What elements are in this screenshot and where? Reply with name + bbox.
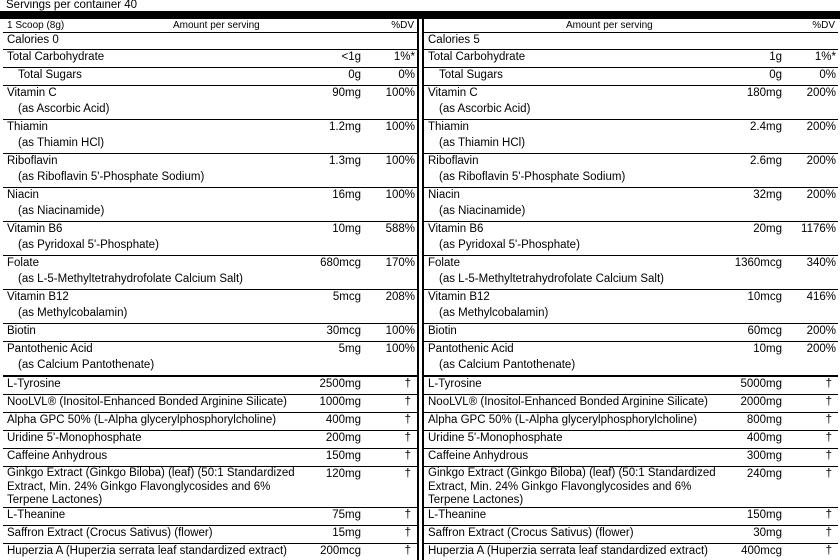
nutrient-amount: 800mg: [746, 414, 782, 426]
nutrient-daily-value: †: [825, 432, 832, 444]
nutrient-name: Caffeine Anhydrous: [7, 450, 108, 462]
nutrient-daily-value: 170%: [385, 257, 415, 269]
nutrient-name: Vitamin B12: [428, 291, 490, 303]
nutrient-amount: 30mg: [753, 527, 782, 539]
nutrient-source: (as Riboflavin 5'-Phosphate Sodium): [439, 171, 626, 183]
nutrient-row: [3, 222, 417, 256]
calories-text: Calories 0: [7, 34, 59, 46]
nutrient-amount: 60mcg: [747, 325, 782, 337]
nutrient-daily-value: 200%: [806, 325, 836, 337]
nutrient-amount: 2500mg: [319, 378, 361, 390]
nutrient-daily-value: 1%*: [393, 51, 415, 63]
nutrient-name: Biotin: [7, 325, 36, 337]
nutrient-row: [424, 377, 838, 395]
nutrient-name: NooLVL® (Inositol-Enhanced Bonded Arginine Silicate): [428, 396, 708, 408]
nutrient-daily-value: †: [825, 450, 832, 462]
nutrient-row: [3, 413, 417, 431]
nutrient-row: [3, 290, 417, 324]
amount-per-serving-label: Amount per serving: [566, 20, 653, 31]
nutrient-daily-value: †: [404, 396, 411, 408]
nutrient-name: Pantothenic Acid: [7, 343, 93, 355]
nutrient-name: Vitamin B6: [428, 223, 484, 235]
nutrient-amount: 180mg: [746, 87, 782, 99]
nutrient-row: [3, 467, 417, 508]
nutrient-daily-value: 100%: [385, 87, 415, 99]
nutrient-amount: 400mg: [746, 432, 782, 444]
nutrient-daily-value: †: [404, 432, 411, 444]
nutrient-daily-value: 100%: [385, 325, 415, 337]
nutrient-row: [424, 154, 838, 188]
nutrient-row: [3, 508, 417, 526]
nutrient-amount: 1360mcg: [734, 257, 782, 269]
nutrient-source: (as Riboflavin 5'-Phosphate Sodium): [18, 171, 205, 183]
nutrient-daily-value: †: [404, 468, 411, 480]
nutrient-daily-value: 340%: [806, 257, 836, 269]
nutrient-daily-value: †: [825, 527, 832, 539]
nutrient-name: Ginkgo Extract (Ginkgo Biloba) (leaf) (50:1 Standardized Extract, Min. 24% Ginkgo Flavonglycosides and 6% Terpene Lactones): [7, 467, 295, 506]
nutrient-name: Uridine 5'-Monophosphate: [428, 432, 563, 444]
nutrient-row: [3, 377, 417, 395]
nutrient-amount: 75mg: [332, 509, 361, 521]
nutrient-name: L-Theanine: [7, 509, 66, 521]
nutrient-amount: <1g: [341, 51, 361, 63]
nutrient-source: (as Ascorbic Acid): [439, 103, 531, 115]
nutrient-name: Ginkgo Extract (Ginkgo Biloba) (leaf) (50:1 Standardized Extract, Min. 24% Ginkgo Flavonglycosides and 6% Terpene Lactones): [428, 467, 716, 506]
nutrient-name: Folate: [428, 257, 460, 269]
nutrient-row: [424, 120, 838, 154]
nutrient-source: (as Niacinamide): [18, 205, 105, 217]
nutrient-row: [424, 290, 838, 324]
nutrient-row: [424, 324, 838, 342]
serving-size-label: 1 Scoop (8g): [7, 20, 65, 31]
nutrient-amount: 120mg: [325, 468, 361, 480]
nutrient-name: L-Tyrosine: [428, 378, 482, 390]
nutrient-name: Vitamin B6: [7, 223, 63, 235]
nutrient-row: [3, 526, 417, 544]
nutrient-amount: 400mg: [325, 414, 361, 426]
nutrient-daily-value: 100%: [385, 189, 415, 201]
nutrient-daily-value: †: [825, 396, 832, 408]
nutrient-row: [3, 449, 417, 467]
nutrient-source: (as Methylcobalamin): [18, 307, 128, 319]
nutrient-amount: 150mg: [746, 509, 782, 521]
nutrient-row: [424, 342, 838, 377]
nutrient-row: [3, 50, 417, 68]
nutrient-amount: 90mg: [332, 87, 361, 99]
nutrient-name: Total Sugars: [18, 69, 82, 81]
nutrient-amount: 5mg: [338, 343, 361, 355]
nutrient-daily-value: †: [404, 378, 411, 390]
nutrient-name: Pantothenic Acid: [428, 343, 514, 355]
column-header: [424, 19, 838, 33]
nutrient-source: (as Niacinamide): [439, 205, 526, 217]
nutrient-row: [424, 413, 838, 431]
nutrient-daily-value: 0%: [398, 69, 415, 81]
nutrient-source: (as Pyridoxal 5'-Phosphate): [439, 239, 580, 251]
nutrient-name: Uridine 5'-Monophosphate: [7, 432, 142, 444]
nutrient-source: (as Calcium Pantothenate): [439, 359, 576, 371]
nutrient-name: Alpha GPC 50% (L-Alpha glycerylphosphorylcholine): [7, 414, 277, 426]
nutrient-source: (as Ascorbic Acid): [18, 103, 110, 115]
nutrient-amount: 400mcg: [741, 545, 782, 557]
nutrient-row: [424, 188, 838, 222]
nutrient-row: [3, 154, 417, 188]
calories-row: [424, 33, 838, 50]
nutrient-amount: 300mg: [746, 450, 782, 462]
nutrient-amount: 200mcg: [320, 545, 361, 557]
nutrient-daily-value: 100%: [385, 121, 415, 133]
nutrient-name: NooLVL® (Inositol-Enhanced Bonded Arginine Silicate): [7, 396, 287, 408]
nutrient-row: [3, 342, 417, 377]
nutrient-source: (as Pyridoxal 5'-Phosphate): [18, 239, 159, 251]
nutrient-daily-value: †: [825, 468, 832, 480]
calories-text: Calories 5: [428, 34, 480, 46]
nutrient-daily-value: †: [825, 414, 832, 426]
nutrient-row: [424, 50, 838, 68]
nutrient-daily-value: 1%*: [814, 51, 836, 63]
nutrient-daily-value: †: [404, 450, 411, 462]
nutrient-row: [3, 256, 417, 290]
nutrient-amount: 2.4mg: [750, 121, 782, 133]
nutrient-amount: 20mg: [753, 223, 782, 235]
nutrient-name: Vitamin C: [7, 87, 57, 99]
nutrient-daily-value: †: [404, 509, 411, 521]
nutrient-amount: 5mcg: [332, 291, 361, 303]
nutrient-daily-value: †: [404, 545, 411, 557]
nutrient-daily-value: 200%: [806, 121, 836, 133]
column-header: [3, 19, 417, 33]
amount-per-serving-label: Amount per serving: [173, 20, 260, 31]
nutrient-source: (as Methylcobalamin): [439, 307, 549, 319]
nutrient-daily-value: 100%: [385, 155, 415, 167]
nutrient-amount: 150mg: [325, 450, 361, 462]
nutrient-source: (as L-5-Methyltetrahydrofolate Calcium Salt): [18, 273, 243, 285]
nutrient-daily-value: 200%: [806, 189, 836, 201]
nutrient-amount: 200mg: [325, 432, 361, 444]
nutrient-name: L-Theanine: [428, 509, 487, 521]
nutrient-name: Vitamin C: [428, 87, 478, 99]
nutrient-amount: 0g: [348, 69, 361, 81]
nutrient-amount: 1.3mg: [329, 155, 361, 167]
nutrient-row: [424, 508, 838, 526]
nutrient-amount: 680mcg: [320, 257, 361, 269]
nutrient-amount: 16mg: [332, 189, 361, 201]
nutrient-name: Caffeine Anhydrous: [428, 450, 529, 462]
nutrient-source: (as Calcium Pantothenate): [18, 359, 155, 371]
nutrient-source: (as L-5-Methyltetrahydrofolate Calcium Salt): [439, 273, 664, 285]
nutrient-amount: 0g: [769, 69, 782, 81]
nutrient-row: [3, 120, 417, 154]
nutrient-row: [424, 467, 838, 508]
nutrient-row: [424, 544, 838, 560]
nutrient-amount: 1.2mg: [329, 121, 361, 133]
nutrient-row: [3, 86, 417, 120]
nutrient-name: Riboflavin: [428, 155, 479, 167]
nutrient-daily-value: 1176%: [801, 223, 836, 235]
nutrient-daily-value: 208%: [385, 291, 415, 303]
nutrient-source: (as Thiamin HCl): [439, 137, 526, 149]
nutrient-row: [3, 544, 417, 560]
nutrient-name: Niacin: [428, 189, 460, 201]
nutrient-name: Huperzia A (Huperzia serrata leaf standardized extract): [428, 545, 708, 557]
nutrient-name: Biotin: [428, 325, 457, 337]
nutrient-amount: 2.6mg: [750, 155, 782, 167]
daily-value-label: %DV: [391, 20, 414, 31]
nutrient-daily-value: †: [404, 414, 411, 426]
nutrient-row: [424, 86, 838, 120]
nutrient-name: Thiamin: [7, 121, 48, 133]
nutrient-row: [3, 395, 417, 413]
nutrient-daily-value: 588%: [385, 223, 415, 235]
nutrient-daily-value: 0%: [819, 69, 836, 81]
nutrient-name: Niacin: [7, 189, 39, 201]
daily-value-label: %DV: [812, 20, 835, 31]
nutrient-row: [424, 256, 838, 290]
nutrient-daily-value: 200%: [806, 87, 836, 99]
nutrient-daily-value: 100%: [385, 343, 415, 355]
nutrient-daily-value: †: [825, 378, 832, 390]
nutrient-name: Riboflavin: [7, 155, 58, 167]
nutrient-row: [424, 431, 838, 449]
nutrient-amount: 1000mg: [319, 396, 361, 408]
nutrient-amount: 10mg: [753, 343, 782, 355]
nutrient-row: [424, 449, 838, 467]
nutrient-amount: 1g: [769, 51, 782, 63]
supplement-panel-right: [422, 19, 838, 560]
supplement-panel-left: [3, 19, 419, 560]
nutrient-name: Saffron Extract (Crocus Sativus) (flower): [428, 527, 634, 539]
nutrient-daily-value: 200%: [806, 343, 836, 355]
nutrient-name: Total Carbohydrate: [7, 51, 105, 63]
nutrient-name: Huperzia A (Huperzia serrata leaf standardized extract): [7, 545, 287, 557]
nutrient-row: [3, 431, 417, 449]
nutrient-source: (as Thiamin HCl): [18, 137, 105, 149]
nutrient-row: [424, 526, 838, 544]
nutrient-row: [424, 68, 838, 86]
nutrient-name: Alpha GPC 50% (L-Alpha glycerylphosphorylcholine): [428, 414, 698, 426]
header-thick-bar: [0, 11, 840, 19]
nutrient-amount: 32mg: [753, 189, 782, 201]
nutrient-amount: 5000mg: [740, 378, 782, 390]
nutrient-daily-value: †: [825, 545, 832, 557]
servings-per-container: Servings per container 40: [6, 0, 138, 11]
nutrient-name: L-Tyrosine: [7, 378, 61, 390]
nutrient-row: [424, 222, 838, 256]
nutrient-name: Vitamin B12: [7, 291, 69, 303]
nutrient-daily-value: †: [825, 509, 832, 521]
nutrient-amount: 240mg: [746, 468, 782, 480]
nutrient-row: [3, 68, 417, 86]
nutrient-name: Saffron Extract (Crocus Sativus) (flower): [7, 527, 213, 539]
nutrient-name: Total Sugars: [439, 69, 503, 81]
nutrient-amount: 30mcg: [326, 325, 361, 337]
nutrient-row: [3, 188, 417, 222]
nutrient-name: Total Carbohydrate: [428, 51, 526, 63]
nutrient-amount: 2000mg: [740, 396, 782, 408]
calories-row: [3, 33, 417, 50]
nutrient-amount: 10mg: [332, 223, 361, 235]
nutrient-daily-value: 416%: [806, 291, 836, 303]
nutrient-amount: 15mg: [332, 527, 361, 539]
nutrient-daily-value: †: [404, 527, 411, 539]
nutrient-name: Thiamin: [428, 121, 469, 133]
nutrient-row: [3, 324, 417, 342]
nutrient-daily-value: 200%: [806, 155, 836, 167]
nutrient-row: [424, 395, 838, 413]
nutrient-amount: 10mcg: [747, 291, 782, 303]
nutrient-name: Folate: [7, 257, 39, 269]
